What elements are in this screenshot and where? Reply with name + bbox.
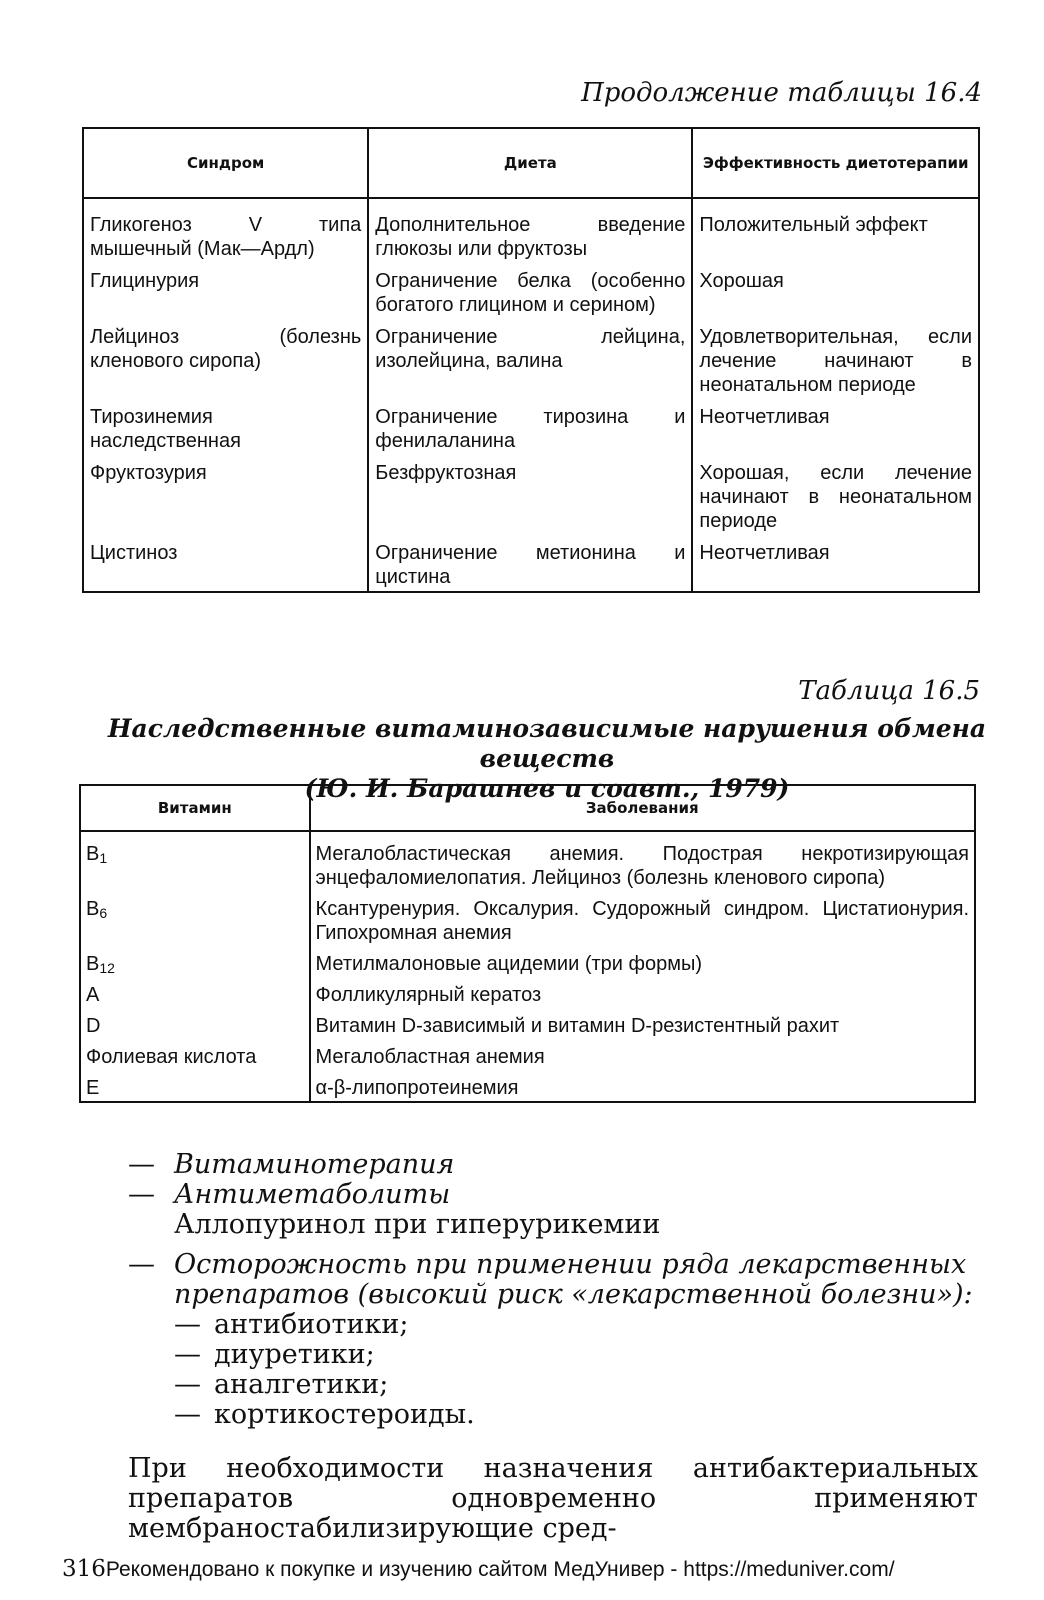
syndrome-cell: Цистиноз: [83, 533, 368, 592]
effectiveness-cell: Хорошая: [692, 261, 979, 317]
vitamin-cell: $B_{12}$: [80, 945, 310, 976]
vitamin-cell: Фолиевая кислота: [80, 1038, 310, 1069]
dash: —: [128, 1179, 155, 1210]
diet-cell: Ограничение лейцина, изолейцина, валина: [368, 317, 692, 397]
effectiveness-cell: Удовлетворительная, если лечение начинают в неонатальном периоде: [692, 317, 979, 397]
dash: —: [174, 1399, 201, 1430]
page-number: 316: [62, 1556, 106, 1582]
paragraph: При необходимости назначения антибактериальных препаратов одновременно применяют мембраностабилизирующие сред-: [128, 1453, 978, 1544]
column-header: Синдром: [83, 128, 368, 198]
table-row: [80, 1007, 975, 1038]
column-header: Заболевания: [310, 785, 975, 831]
diet-cell: Безфруктозная: [368, 453, 692, 533]
list-item-text: Антиметаболиты: [174, 1179, 451, 1210]
sub-list-item-text: диуретики;: [214, 1339, 375, 1370]
sub-list-item: [128, 1400, 978, 1430]
table-row: [83, 533, 979, 592]
syndrome-cell: Глицинурия: [83, 261, 368, 317]
effectiveness-cell: Хорошая, если лечение начинают в неонатальном периоде: [692, 453, 979, 533]
list-item-detail: Аллопуринол при гиперурикемии: [174, 1209, 661, 1240]
sub-list-item-text: кортикостероиды.: [214, 1399, 475, 1430]
vitamin-cell: $B_1$: [80, 831, 310, 890]
effectiveness-cell: Неотчетливая: [692, 533, 979, 592]
table-number: Таблица 16.5: [798, 676, 980, 706]
table-row: [80, 831, 975, 890]
dash: —: [174, 1369, 201, 1400]
diet-cell: Ограничение белка (особенно богатого глицином и серином): [368, 261, 692, 317]
sub-list-item-text: аналгетики;: [214, 1369, 389, 1400]
diet-cell: Дополнительное введение глюкозы или фруктозы: [368, 198, 692, 261]
vitamin-cell: A: [80, 976, 310, 1007]
syndrome-cell: Тирозинемия наследственная: [83, 397, 368, 453]
table-row: [80, 890, 975, 945]
dash: —: [174, 1339, 201, 1370]
sub-list-item: [128, 1340, 978, 1370]
table-16-5: [79, 784, 976, 1103]
disease-cell: Витамин D-зависимый и витамин D-резистентный рахит: [310, 1007, 975, 1038]
vitamin-cell: $B_6$: [80, 890, 310, 945]
table-title-source: (Ю. И. Барашнев и соавт., 1979): [304, 774, 790, 803]
dash: —: [174, 1309, 201, 1340]
list-item-text: Витаминотерапия: [174, 1149, 455, 1180]
diet-cell: Ограничение метионина и цистина: [368, 533, 692, 592]
vitamin-cell: D: [80, 1007, 310, 1038]
dash: —: [128, 1149, 155, 1180]
body-text: [128, 1150, 978, 1544]
syndrome-cell: Лейциноз (болезнь кленового сиропа): [83, 317, 368, 397]
table-header-row: [83, 128, 979, 198]
table-row: [80, 1069, 975, 1102]
list-item: [128, 1150, 978, 1180]
column-header: Диета: [368, 128, 692, 198]
diet-cell: Ограничение тирозина и фенилаланина: [368, 397, 692, 453]
disease-cell: Метилмалоновые ацидемии (три формы): [310, 945, 975, 976]
table-row: [80, 1038, 975, 1069]
disease-cell: Ксантуренурия. Оксалурия. Судорожный синдром. Цистатионурия. Гипохромная анемия: [310, 890, 975, 945]
list-item: [128, 1250, 978, 1310]
table-row: [83, 397, 979, 453]
disease-cell: Мегалобластная анемия: [310, 1038, 975, 1069]
table-row: [80, 976, 975, 1007]
effectiveness-cell: Положительный эффект: [692, 198, 979, 261]
table-header-row: [80, 785, 975, 831]
dash: —: [128, 1249, 155, 1280]
table-row: [83, 198, 979, 261]
disease-cell: Фолликулярный кератоз: [310, 976, 975, 1007]
syndrome-cell: Фруктозурия: [83, 453, 368, 533]
table-row: [83, 317, 979, 397]
table-row: [80, 945, 975, 976]
column-header: Эффективность диетотерапии: [692, 128, 979, 198]
table-row: [83, 261, 979, 317]
table-16-4: [82, 127, 980, 593]
sub-list-item: [128, 1370, 978, 1400]
continuation-caption: Продолжение таблицы 16.4: [581, 78, 982, 108]
effectiveness-cell: Неотчетливая: [692, 397, 979, 453]
sub-list-item: [128, 1310, 978, 1340]
column-header: Витамин: [80, 785, 310, 831]
list-item-text: Осторожность при применении ряда лекарственных препаратов (высокий риск «лекарственной болезни»):: [174, 1249, 973, 1310]
list-item: [128, 1180, 978, 1210]
disease-cell: Мегалобластическая анемия. Подострая некротизирующая энцефаломиелопатия. Лейциноз (болезнь кленового сиропа): [310, 831, 975, 890]
table-title-line: Наследственные витаминозависимые нарушения обмена веществ: [107, 714, 987, 773]
table-row: [83, 453, 979, 533]
footer: [62, 1556, 895, 1582]
disease-cell: α-β-липопротеинемия: [310, 1069, 975, 1102]
vitamin-cell: E: [80, 1069, 310, 1102]
footer-text: Рекомендовано к покупке и изучению сайтом МедУнивер - https://meduniver.com/: [105, 1558, 895, 1581]
sub-list-item-text: антибиотики;: [214, 1309, 409, 1340]
syndrome-cell: Гликогеноз V типа мышечный (Мак—Ардл): [83, 198, 368, 261]
